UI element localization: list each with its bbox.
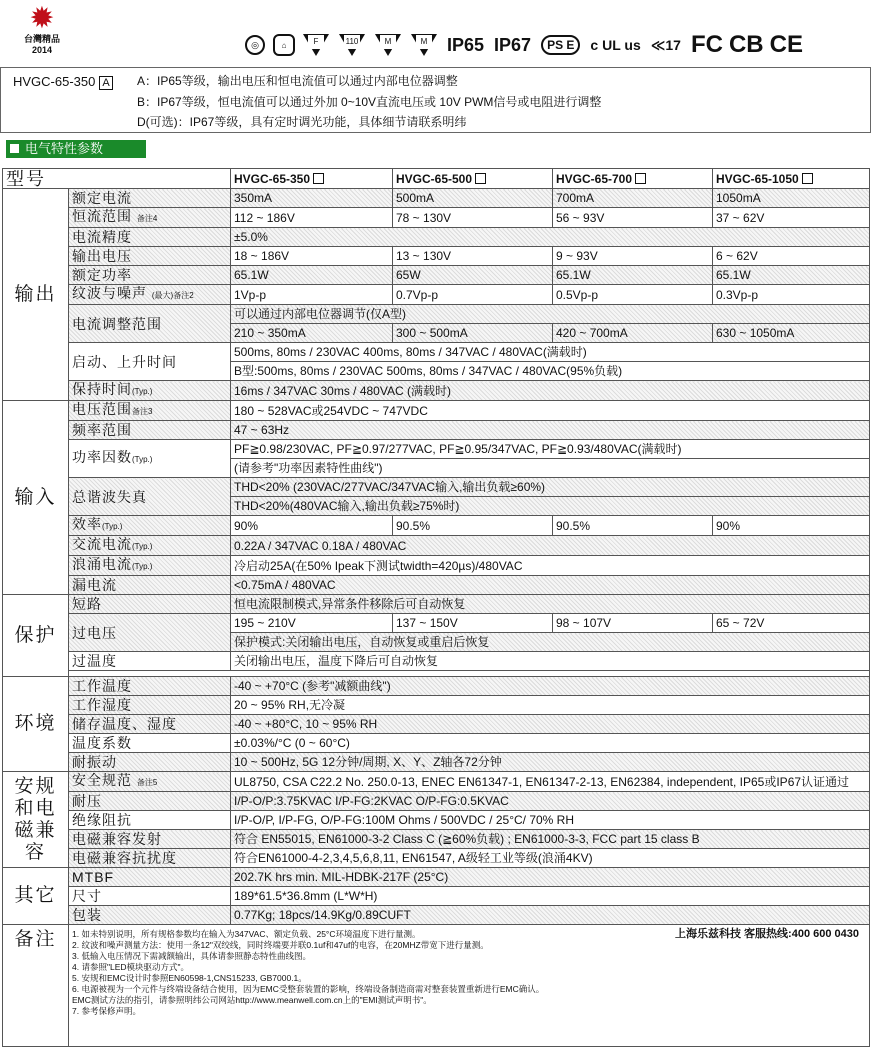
cert-circle-icon: ◎ [245, 35, 265, 55]
table-cell: 500ms, 80ms / 230VAC 400ms, 80ms / 347VAC / 480VAC(满载时) [231, 343, 870, 362]
table-cell: (请参考"功率因素特性曲线") [231, 459, 870, 478]
table-cell: 500mA [393, 189, 553, 208]
label-temp-coefficient: 温度系数 [69, 734, 231, 753]
table-cell: 137 ~ 150V [393, 614, 553, 633]
model-suffix-box: A [99, 76, 112, 90]
label-packing: 包装 [69, 906, 231, 925]
table-cell: 6 ~ 62V [713, 247, 870, 266]
table-row [3, 247, 870, 266]
label-frequency: 频率范围 [69, 421, 231, 440]
label-working-humidity: 工作湿度 [69, 696, 231, 715]
table-cell: 符合 EN55015, EN61000-3-2 Class C (≧60%负载) ; EN61000-3-3, FCC part 15 class B [231, 830, 870, 849]
table-cell: 47 ~ 63Hz [231, 421, 870, 440]
label-output-voltage: 输出电压 [69, 247, 231, 266]
table-cell: 195 ~ 210V [231, 614, 393, 633]
table-row [3, 887, 870, 906]
label-leakage: 漏电流 [69, 576, 231, 595]
checkbox-icon [802, 173, 813, 184]
table-cell: 1Vp-p [231, 285, 393, 305]
ip65-mark: IP65 [447, 34, 485, 55]
cat-others: 其它 [3, 868, 69, 925]
ctick-icon: ≪17 [650, 36, 681, 53]
table-cell: 0.77Kg; 18pcs/14.9Kg/0.89CUFT [231, 906, 870, 925]
table-cell: 90% [713, 516, 870, 536]
table-cell: 630 ~ 1050mA [713, 324, 870, 343]
table-row [3, 208, 870, 228]
label-short-circuit: 短路 [69, 595, 231, 614]
cat-notes: 备注 [3, 925, 69, 1047]
table-cell: 180 ~ 528VAC或254VDC ~ 747VDC [231, 401, 870, 421]
model-options [0, 67, 871, 133]
note-5: 5. 安规和EMC设计时参照EN60598-1,CNS15233, GB7000.1。 [72, 973, 307, 983]
note-3: 3. 低输入电压情况下需减额输出，具体请参照静态特性曲线图。 [72, 951, 311, 961]
table-cell: 90% [231, 516, 393, 536]
table-row [3, 811, 870, 830]
model-700: HVGC-65-700 [553, 169, 713, 189]
label-current-accuracy: 电流精度 [69, 228, 231, 247]
cert-m-icon: M [375, 34, 401, 56]
table-cell: 210 ~ 350mA [231, 324, 393, 343]
label-rated-current: 额定电流 [69, 189, 231, 208]
table-cell: I/P-O/P:3.75KVAC I/P-FG:2KVAC O/P-FG:0.5KVAC [231, 792, 870, 811]
table-cell: 0.3Vp-p [713, 285, 870, 305]
table-cell: UL8750, CSA C22.2 No. 250.0-13, ENEC EN61347-1, EN61347-2-13, EN62384, independent, IP65或IP67认证通过 [231, 772, 870, 792]
cert-marks [245, 30, 809, 60]
table-cell: B型:500ms, 80ms / 230VAC 500ms, 80ms / 347VAC / 480VAC(95%负载) [231, 362, 870, 381]
table-row [3, 556, 870, 576]
table-row [3, 421, 870, 440]
table-cell: -40 ~ +70°C (参考"减额曲线") [231, 677, 870, 696]
table-cell: ±5.0% [231, 228, 870, 247]
table-row [3, 906, 870, 925]
label-working-temp: 工作温度 [69, 677, 231, 696]
table-cell: 0.7Vp-p [393, 285, 553, 305]
table-cell: 420 ~ 700mA [553, 324, 713, 343]
table-cell: 可以通过内部电位器调节(仅A型) [231, 305, 870, 324]
table-row [3, 849, 870, 868]
table-cell: 10 ~ 500Hz, 5G 12分钟/周期, X、Y、Z轴各72分钟 [231, 753, 870, 772]
model-350: HVGC-65-350 [231, 169, 393, 189]
cat-environment: 环境 [3, 677, 69, 772]
table-row [3, 305, 870, 324]
cert-rounded-icon: ⌂ [273, 34, 295, 56]
note-6b: EMC测试方法的指引，请参照明纬公司网站http://www.meanwell.com.cn上的"EMI测试声明书"。 [72, 995, 432, 1005]
cat-protection: 保护 [3, 595, 69, 677]
table-cell: 700mA [553, 189, 713, 208]
table-row [3, 868, 870, 887]
checkbox-icon [635, 173, 646, 184]
cert-mm-icon: M [411, 34, 437, 56]
label-dimension: 尺寸 [69, 887, 231, 906]
label-over-voltage: 过电压 [69, 614, 231, 652]
label-ac-current: 交流电流(Typ.) [69, 536, 231, 556]
table-cell: 65.1W [231, 266, 393, 285]
table-cell: 189*61.5*36.8mm (L*W*H) [231, 887, 870, 906]
table-cell: 保护模式:关闭输出电压，自动恢复或重启后恢复 [231, 633, 870, 652]
table-cell: 符合EN61000-4-2,3,4,5,6,8,11, EN61547, A级轻工业等级(浪涌4KV) [231, 849, 870, 868]
table-cell: 13 ~ 130V [393, 247, 553, 266]
label-over-temp: 过温度 [69, 652, 231, 671]
table-row [3, 536, 870, 556]
table-cell: 300 ~ 500mA [393, 324, 553, 343]
table-cell: 关闭输出电压，温度下降后可自动恢复 [231, 652, 870, 671]
table-cell: <0.75mA / 480VAC [231, 576, 870, 595]
section-title: 电气特性参数 [6, 140, 146, 158]
table-row [3, 343, 870, 362]
cat-output: 输出 [3, 189, 69, 401]
label-ripple: 纹波与噪声 (最大)备注2 [69, 285, 231, 305]
table-row [3, 715, 870, 734]
table-row [3, 228, 870, 247]
cat-safety-emc: 安规和电磁兼容 [3, 772, 69, 868]
label-vibration: 耐振动 [69, 753, 231, 772]
table-row [3, 677, 870, 696]
ce-icon: CE [769, 31, 803, 58]
note-4: 4. 请参照"LED模块驱动方式"。 [72, 962, 190, 972]
note-6: 6. 电源被视为一个元件与终端设备结合使用，因为EMC受整套装置的影响，终端设备制造商需对整套装置重新进行EMC确认。 [72, 984, 545, 994]
table-row [3, 595, 870, 614]
table-cell: 65 ~ 72V [713, 614, 870, 633]
label-hold-up: 保持时间(Typ.) [69, 381, 231, 401]
table-cell: 78 ~ 130V [393, 208, 553, 228]
ul-icon: c UL us [590, 37, 641, 53]
table-row [3, 381, 870, 401]
table-row [3, 792, 870, 811]
table-cell: PF≧0.98/230VAC, PF≧0.97/277VAC, PF≧0.95/347VAC, PF≧0.93/480VAC(满载时) [231, 440, 870, 459]
label-efficiency: 效率(Typ.) [69, 516, 231, 536]
table-row [3, 652, 870, 671]
table-cell: 98 ~ 107V [553, 614, 713, 633]
checkbox-icon [313, 173, 324, 184]
table-cell: 202.7K hrs min. MIL-HDBK-217F (25°C) [231, 868, 870, 887]
notes-cell [69, 925, 870, 1047]
table-cell: 90.5% [393, 516, 553, 536]
table-cell: 65.1W [713, 266, 870, 285]
table-cell: -40 ~ +80°C, 10 ~ 95% RH [231, 715, 870, 734]
model-1050: HVGC-65-1050 [713, 169, 870, 189]
table-cell: 0.5Vp-p [553, 285, 713, 305]
table-row [3, 516, 870, 536]
taiwan-excellence-logo [12, 4, 72, 56]
table-row [3, 734, 870, 753]
label-isolation: 绝缘阻抗 [69, 811, 231, 830]
ip67-mark: IP67 [494, 34, 532, 55]
label-rated-power: 额定功率 [69, 266, 231, 285]
table-row [3, 614, 870, 633]
table-cell: 65W [393, 266, 553, 285]
hotline-text: 上海乐兹科技 客服热线:400 600 0430 [674, 928, 859, 940]
table-cell: THD<20% (230VAC/277VAC/347VAC输入,输出负载≥60%) [231, 478, 870, 497]
table-cell: THD<20%(480VAC输入,输出负载≥75%时) [231, 497, 870, 516]
label-emc-immunity: 电磁兼容抗扰度 [69, 849, 231, 868]
spec-table [2, 168, 870, 1047]
table-row [3, 576, 870, 595]
label-thd: 总谐波失真 [69, 478, 231, 516]
checkbox-icon [475, 173, 486, 184]
table-cell: 350mA [231, 189, 393, 208]
table-row [3, 266, 870, 285]
cat-input: 输入 [3, 401, 69, 595]
model-row [3, 169, 870, 189]
label-mtbf: MTBF [69, 868, 231, 887]
table-cell: 112 ~ 186V [231, 208, 393, 228]
table-cell: 90.5% [553, 516, 713, 536]
label-adjust-range: 电流调整范围 [69, 305, 231, 343]
label-cc-range: 恒流范围 备注4 [69, 208, 231, 228]
table-cell: I/P-O/P, I/P-FG, O/P-FG:100M Ohms / 500VDC / 25°C/ 70% RH [231, 811, 870, 830]
option-d: D(可选)：IP67等级，具有定时调光功能，具体细节请联系明纬 [137, 115, 467, 129]
pse-icon: PS E [541, 35, 580, 55]
model-label: 型号 [3, 169, 231, 189]
table-row [3, 696, 870, 715]
note-7: 7. 参考保修声明。 [72, 1006, 141, 1016]
table-row [3, 401, 870, 421]
table-row [3, 478, 870, 497]
table-cell: 18 ~ 186V [231, 247, 393, 266]
table-row [3, 772, 870, 792]
table-cell: 16ms / 347VAC 30ms / 480VAC (满载时) [231, 381, 870, 401]
logo-text: 台灣精品 [23, 34, 60, 44]
table-row [3, 440, 870, 459]
option-b: B：IP67等级，恒电流值可以通过外加 0~10V直流电压或 10V PWM信号或电阻进行调整 [137, 95, 602, 109]
table-cell: 65.1W [553, 266, 713, 285]
table-cell: 20 ~ 95% RH,无冷凝 [231, 696, 870, 715]
table-cell: 56 ~ 93V [553, 208, 713, 228]
label-voltage-range: 电压范围备注3 [69, 401, 231, 421]
cert-f-icon: F [303, 34, 329, 56]
table-row [3, 189, 870, 208]
label-safety: 安全规范 备注5 [69, 772, 231, 792]
table-cell: 37 ~ 62V [713, 208, 870, 228]
cert-110-icon: 110 [339, 34, 365, 56]
table-cell: 0.22A / 347VAC 0.18A / 480VAC [231, 536, 870, 556]
header [0, 0, 871, 66]
table-row [3, 830, 870, 849]
table-cell: 9 ~ 93V [553, 247, 713, 266]
table-cell: ±0.03%/°C (0 ~ 60°C) [231, 734, 870, 753]
model-name: HVGC-65-350 A [13, 74, 113, 90]
table-row [3, 285, 870, 305]
fc-icon: FC [690, 31, 723, 58]
label-power-factor: 功率因数(Typ.) [69, 440, 231, 478]
table-cell: 冷启动25A(在50% Ipeak下测试twidth=420µs)/480VAC [231, 556, 870, 576]
note-2: 2. 纹波和噪声测量方法：使用一条12"双绞线，同时终端要并联0.1uf和47uf的电容，在20MHZ带宽下进行量测。 [72, 940, 489, 950]
label-setup-rise: 启动、上升时间 [69, 343, 231, 381]
label-inrush: 浪涌电流(Typ.) [69, 556, 231, 576]
taiwan-excellence-icon: ✹ [29, 2, 55, 35]
table-cell: 恒电流限制模式,异常条件移除后可自动恢复 [231, 595, 870, 614]
label-emc-emission: 电磁兼容发射 [69, 830, 231, 849]
note-1: 1. 如未特别说明，所有规格参数均在输入为347VAC、额定负载、25°C环境温度下进行量测。 [72, 929, 421, 939]
option-a: A：IP65等级，输出电压和恒电流值可以通过内部电位器调整 [137, 74, 458, 88]
label-withstand: 耐压 [69, 792, 231, 811]
cb-icon: CB [728, 31, 764, 58]
table-row [3, 925, 870, 1047]
table-row [3, 753, 870, 772]
table-cell: 1050mA [713, 189, 870, 208]
model-500: HVGC-65-500 [393, 169, 553, 189]
logo-year: 2014 [31, 45, 53, 55]
label-storage: 储存温度、湿度 [69, 715, 231, 734]
